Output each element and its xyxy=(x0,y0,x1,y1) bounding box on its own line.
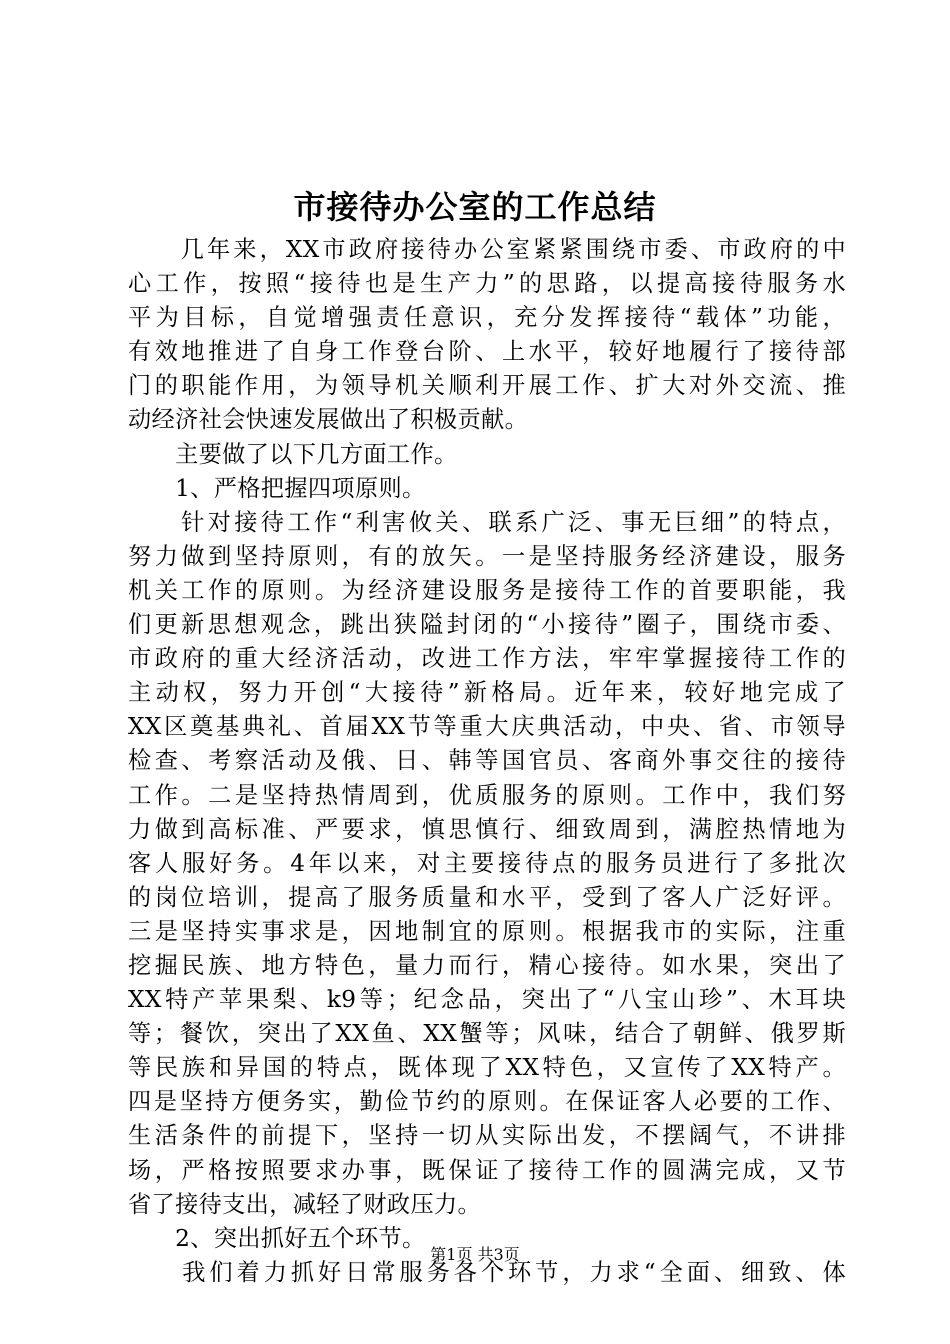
document-body xyxy=(128,233,846,1290)
text-line: 们更新思想观念，跳出狭隘封闭的“小接待”圈子，围绕市委、 xyxy=(128,611,846,639)
text-line: 机关工作的原则。为经济建设服务是接待工作的首要职能，我 xyxy=(128,576,846,604)
page-indicator: 第1页 共3页 xyxy=(430,1245,520,1264)
text-line: 生活条件的前提下，坚持一切从实际出发，不摆阔气，不讲排 xyxy=(128,1122,846,1150)
text-line: 有效地推进了自身工作登台阶、上水平，较好地履行了接待部 xyxy=(128,338,846,366)
text-line: 主要做了以下几方面工作。 xyxy=(128,440,458,468)
text-line: 努力做到坚持原则，有的放矢。一是坚持服务经济建设，服务 xyxy=(128,542,846,570)
text-line: 我们着力抓好日常服务各个环节，力求“全面、细致、体 xyxy=(128,1258,846,1286)
text-line: 四是坚持方便务实，勤俭节约的原则。在保证客人必要的工作、 xyxy=(128,1088,846,1116)
text-line: 等民族和异国的特点，既体现了XX特色，又宣传了XX特产。 xyxy=(128,1054,846,1082)
text-line: 等；餐饮，突出了XX鱼、XX蟹等；风味，结合了朝鲜、俄罗斯 xyxy=(128,1020,846,1048)
document-title: 市接待办公室的工作总结 xyxy=(293,188,657,226)
text-line: 几年来，XX市政府接待办公室紧紧围绕市委、市政府的中 xyxy=(128,236,846,263)
text-line: 心工作，按照“接待也是生产力”的思路，以提高接待服务水 xyxy=(128,270,846,298)
text-line: 检查、考察活动及俄、日、韩等国官员、客商外事交往的接待 xyxy=(128,747,846,775)
text-line: 客人服好务。4年以来，对主要接待点的服务员进行了多批次 xyxy=(128,849,846,877)
text-line: XX区奠基典礼、首届XX节等重大庆典活动，中央、省、市领导 xyxy=(128,713,846,741)
text-line: 1、严格把握四项原则。 xyxy=(128,474,426,502)
text-line: XX特产苹果梨、k9等；纪念品，突出了“八宝山珍”、木耳块 xyxy=(128,986,846,1014)
text-line: 门的职能作用，为领导机关顺利开展工作、扩大对外交流、推 xyxy=(128,372,846,400)
text-line: 市政府的重大经济活动，改进工作方法，牢牢掌握接待工作的 xyxy=(128,645,846,673)
text-line: 场，严格按照要求办事，既保证了接待工作的圆满完成，又节 xyxy=(128,1156,846,1184)
text-line: 的岗位培训，提高了服务质量和水平，受到了客人广泛好评。 xyxy=(128,883,846,911)
text-line: 平为目标，自觉增强责任意识，充分发挥接待“载体”功能， xyxy=(128,304,846,332)
text-line: 2、突出抓好五个环节。 xyxy=(128,1224,426,1252)
text-line: 挖掘民族、地方特色，量力而行，精心接待。如水果，突出了 xyxy=(128,951,846,979)
text-line: 三是坚持实事求是，因地制宜的原则。根据我市的实际，注重 xyxy=(128,917,846,945)
text-line: 动经济社会快速发展做出了积极贡献。 xyxy=(128,406,529,434)
text-line: 工作。二是坚持热情周到，优质服务的原则。工作中，我们努 xyxy=(128,781,846,809)
text-line: 省了接待支出，减轻了财政压力。 xyxy=(128,1190,482,1218)
text-line: 力做到高标准、严要求，慎思慎行、细致周到，满腔热情地为 xyxy=(128,815,846,843)
text-line: 主动权，努力开创“大接待”新格局。近年来，较好地完成了 xyxy=(128,679,846,707)
text-line: 针对接待工作“利害攸关、联系广泛、事无巨细”的特点， xyxy=(128,508,846,536)
